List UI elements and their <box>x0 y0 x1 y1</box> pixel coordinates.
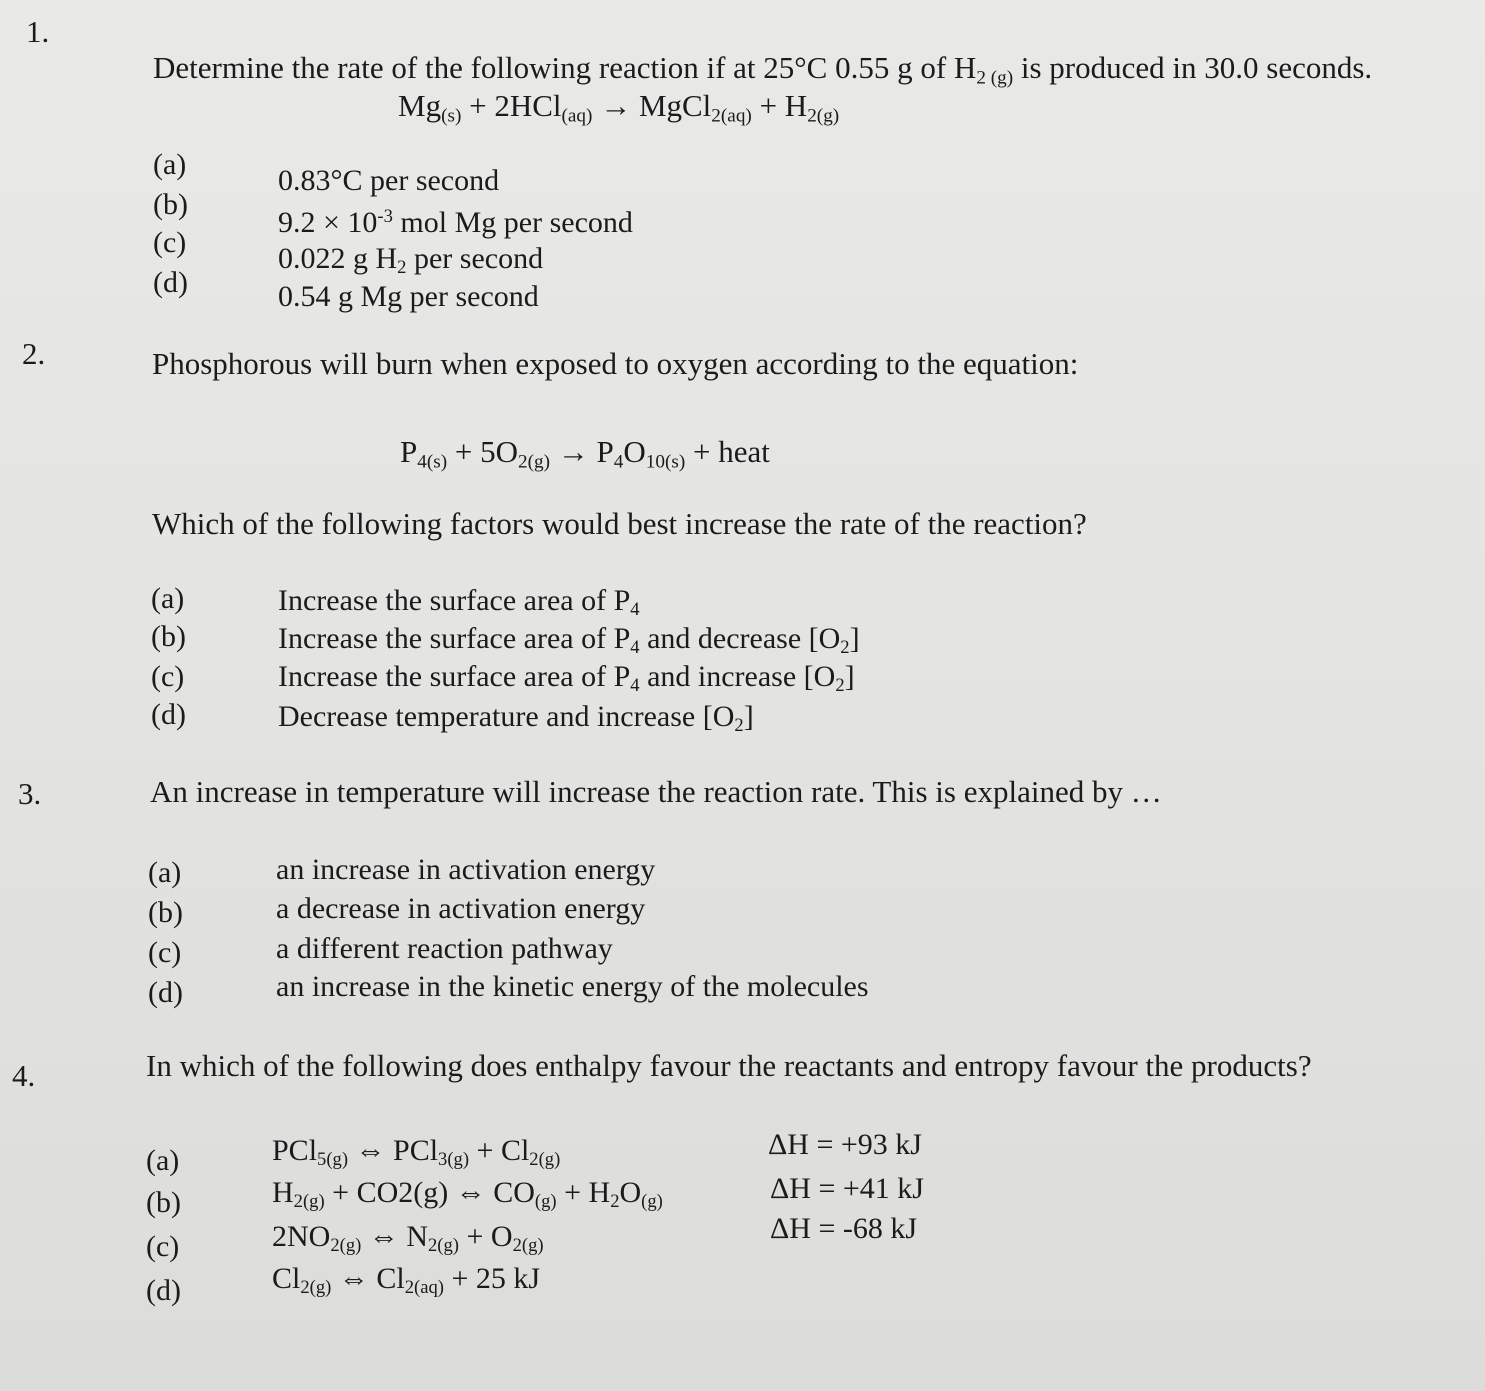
q1-option-d-letter: (d) <box>153 266 188 299</box>
question-2-question: Which of the following factors would best increase the rate of the reaction? <box>152 506 1087 541</box>
q3-option-b-text: a decrease in activation energy <box>276 892 646 925</box>
q1-option-a-text: 0.83°C per second <box>278 164 500 197</box>
q2-option-d-text: Decrease temperature and increase $[O_2]$ <box>278 700 754 737</box>
q1-option-b-letter: (b) <box>153 188 188 221</box>
q3-option-a-letter: (a) <box>148 856 182 889</box>
q4-option-c-letter: (c) <box>146 1230 180 1263</box>
question-2-equation: $P_{4(s)} + 5O_{2(g)} \to P_4O_{10(s)}$ + heat <box>400 434 770 473</box>
q3-option-b-letter: (b) <box>148 896 183 929</box>
q4-option-a-text: PCl$_{5(g)}$ ⇔ $PCl_{3(g)} + Cl_{2(g)}$ <box>272 1134 561 1171</box>
q1-option-c-letter: (c) <box>153 226 187 259</box>
q1-option-a-letter: (a) <box>153 148 187 181</box>
question-2-stem: Phosphorous will burn when exposed to oxygen according to the equation: <box>152 346 1079 381</box>
q3-option-c-letter: (c) <box>148 936 182 969</box>
q4-option-b-letter: (b) <box>146 1186 181 1219</box>
q4-option-d-letter: (d) <box>146 1274 181 1307</box>
question-3-stem: An increase in temperature will increase the reaction rate. This is explained by … <box>150 774 1162 809</box>
question-1-number: 1. <box>26 14 50 49</box>
q3-option-d-letter: (d) <box>148 976 183 1009</box>
q1-option-c-text: 0.022 g $H_2$ per second <box>278 242 544 279</box>
q4-option-b-enthalpy: ΔH = +41 kJ <box>770 1172 924 1205</box>
q2-option-a-letter: (a) <box>151 582 185 615</box>
q2-option-c-text: Increase the surface area of $P_4$ and increase $[O_2]$ <box>278 660 855 697</box>
q1-option-d-text: 0.54 g Mg per second <box>278 280 539 313</box>
question-1-equation: $Mg_{(s)} + 2HCl_{(aq)}$ → MgCl$_{2(aq)}$ + $H_{2(g)}$ <box>398 88 840 127</box>
q4-option-b-text: $H_{2(g)} + CO2(g)$ ⇔ $CO_{(g)} + H_2O_{(g)}$ <box>272 1176 663 1213</box>
q4-option-d-text: $Cl_{2(g)}$ ⇔ $Cl_{2(aq)} + 25$ kJ <box>272 1262 541 1299</box>
q3-option-c-text: a different reaction pathway <box>276 932 613 965</box>
q3-option-a-text: an increase in activation energy <box>276 853 656 886</box>
question-4-stem: In which of the following does enthalpy favour the reactants and entropy favour the products? <box>146 1048 1312 1083</box>
q2-option-a-text: Increase the surface area of $P_4$ <box>278 584 640 621</box>
question-1-stem: Determine the rate of the following reaction if at 25°C 0.55 g of $H_{2 (g)}$ is produced in 30.0 seconds. <box>153 50 1373 89</box>
q2-option-d-letter: (d) <box>151 698 186 731</box>
question-4-number: 4. <box>12 1058 36 1093</box>
q2-option-c-letter: (c) <box>151 660 185 693</box>
q4-option-c-text: $2NO_{2(g)}$ ⇔ $N_{2(g)} + O_{2(g)}$ <box>272 1220 544 1257</box>
q4-option-a-enthalpy: ΔH = +93 kJ <box>768 1128 922 1161</box>
q4-option-c-enthalpy: ΔH = -68 kJ <box>770 1212 918 1245</box>
q2-option-b-text: Increase the surface area of $P_4$ and decrease $[O_2]$ <box>278 622 860 659</box>
q2-option-b-letter: (b) <box>151 620 186 653</box>
q4-option-a-letter: (a) <box>146 1144 180 1177</box>
q3-option-d-text: an increase in the kinetic energy of the molecules <box>276 970 869 1003</box>
question-3-number: 3. <box>18 776 42 811</box>
q1-option-b-text: $9.2 \times 10^{-3}$ mol Mg per second <box>278 205 633 239</box>
question-2-number: 2. <box>22 336 46 371</box>
